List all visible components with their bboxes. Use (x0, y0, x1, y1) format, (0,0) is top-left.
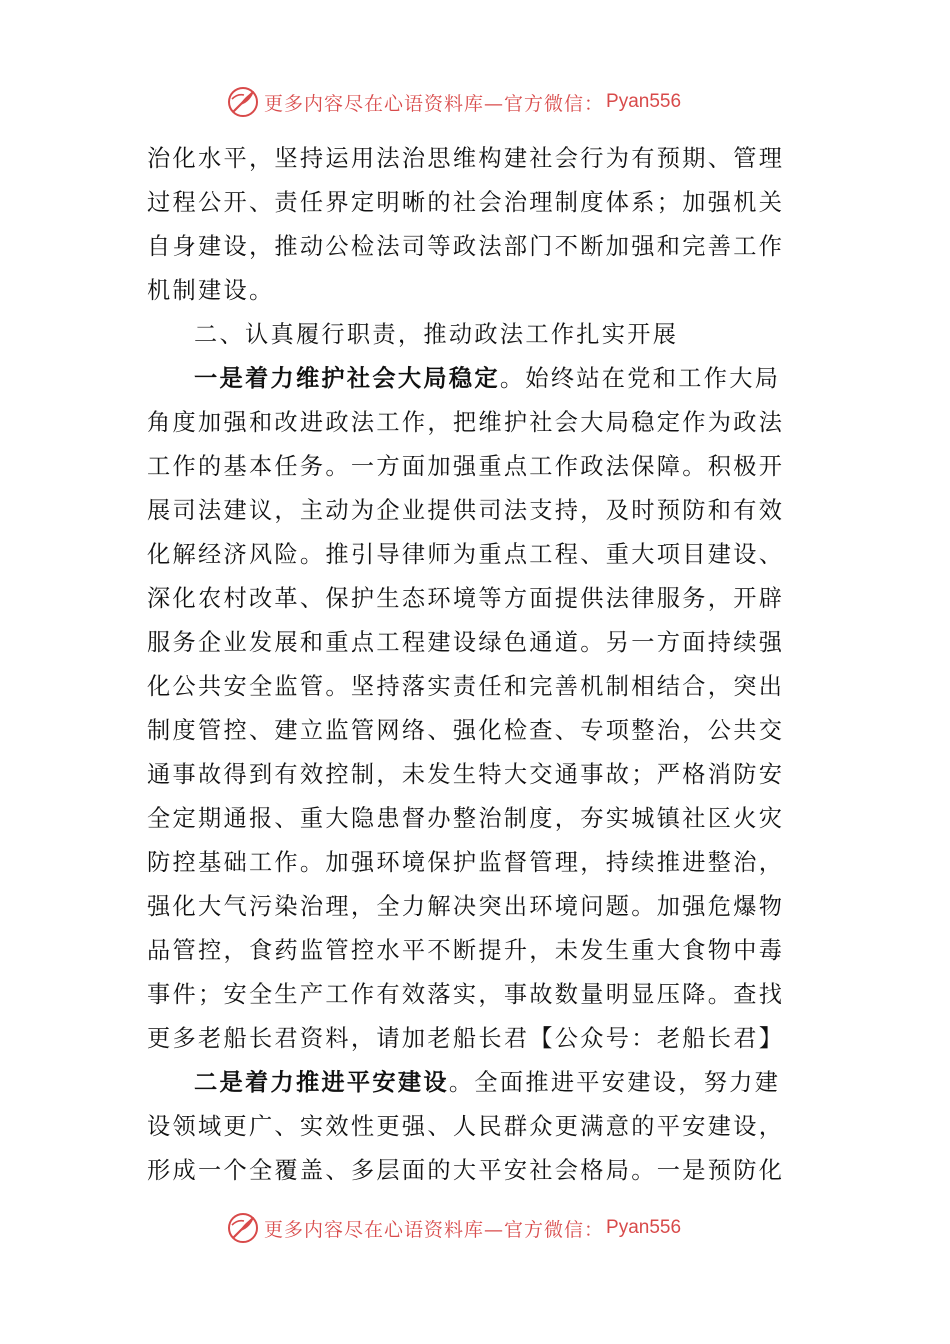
text-line: 展司法建议，主动为企业提供司法支持，及时预防和有效 (147, 497, 785, 524)
text-line: 机制建设。 (147, 277, 275, 304)
text-line: 治化水平，坚持运用法治思维构建社会行为有预期、管理 (147, 145, 785, 172)
text-line: 强化大气污染治理，全力解决突出环境问题。加强危爆物 (147, 893, 785, 920)
text-line: 更多老船长君资料，请加老船长君【公众号：老船长君】 (147, 1025, 785, 1052)
paragraph-first-line (194, 364, 807, 394)
paragraph-first-line (194, 1068, 807, 1098)
text-line: 形成一个全覆盖、多层面的大平安社会格局。一是预防化 (147, 1157, 785, 1184)
text-line: 通事故得到有效控制，未发生特大交通事故；严格消防安 (147, 761, 785, 788)
watermark-wechat-id: Pyan556 (606, 1217, 682, 1238)
text-line: 角度加强和改进政法工作，把维护社会大局稳定作为政法 (147, 409, 785, 436)
paragraph-lead-bold: 一是着力维护社会大局稳定 (194, 365, 500, 392)
text-line: 全定期通报、重大隐患督办整治制度，夯实城镇社区火灾 (147, 805, 785, 832)
text-line: 自身建设，推动公检法司等政法部门不断加强和完善工作 (147, 233, 785, 260)
watermark-text: 更多内容尽在心语资料库—官方微信： (264, 92, 605, 115)
watermark-wechat-id: Pyan556 (606, 91, 682, 112)
text-line: 制度管控、建立监管网络、强化检查、专项整治，公共交 (147, 717, 785, 744)
quill-logo-icon (226, 85, 260, 119)
quill-logo-icon (226, 1211, 260, 1245)
text-line: 防控基础工作。加强环境保护监督管理，持续推进整治， (147, 849, 785, 876)
text-line: 品管控，食药监管控水平不断提升，未发生重大食物中毒 (147, 937, 785, 964)
paragraph-lead-rest: 。全面推进平安建设，努力建 (448, 1069, 781, 1096)
text-line: 工作的基本任务。一方面加强重点工作政法保障。积极开 (147, 453, 785, 480)
text-line: 服务企业发展和重点工程建设绿色通道。另一方面持续强 (147, 629, 785, 656)
text-line: 事件；安全生产工作有效落实，事故数量明显压降。查找 (147, 981, 785, 1008)
paragraph-lead-bold: 二是着力推进平安建设 (194, 1069, 449, 1096)
text-line: 设领域更广、实效性更强、人民群众更满意的平安建设， (147, 1113, 785, 1140)
text-line: 化公共安全监管。坚持落实责任和完善机制相结合，突出 (147, 673, 785, 700)
section-heading: 二、认真履行职责，推动政法工作扎实开展 (194, 321, 679, 348)
watermark-text: 更多内容尽在心语资料库—官方微信： (264, 1218, 605, 1241)
paragraph-lead-rest: 。始终站在党和工作大局 (499, 365, 781, 392)
header-watermark (226, 84, 746, 120)
text-line: 深化农村改革、保护生态环境等方面提供法律服务，开辟 (147, 585, 785, 612)
text-line: 过程公开、责任界定明晰的社会治理制度体系；加强机关 (147, 189, 785, 216)
footer-watermark (226, 1210, 746, 1246)
text-line: 化解经济风险。推引导律师为重点工程、重大项目建设、 (147, 541, 785, 568)
